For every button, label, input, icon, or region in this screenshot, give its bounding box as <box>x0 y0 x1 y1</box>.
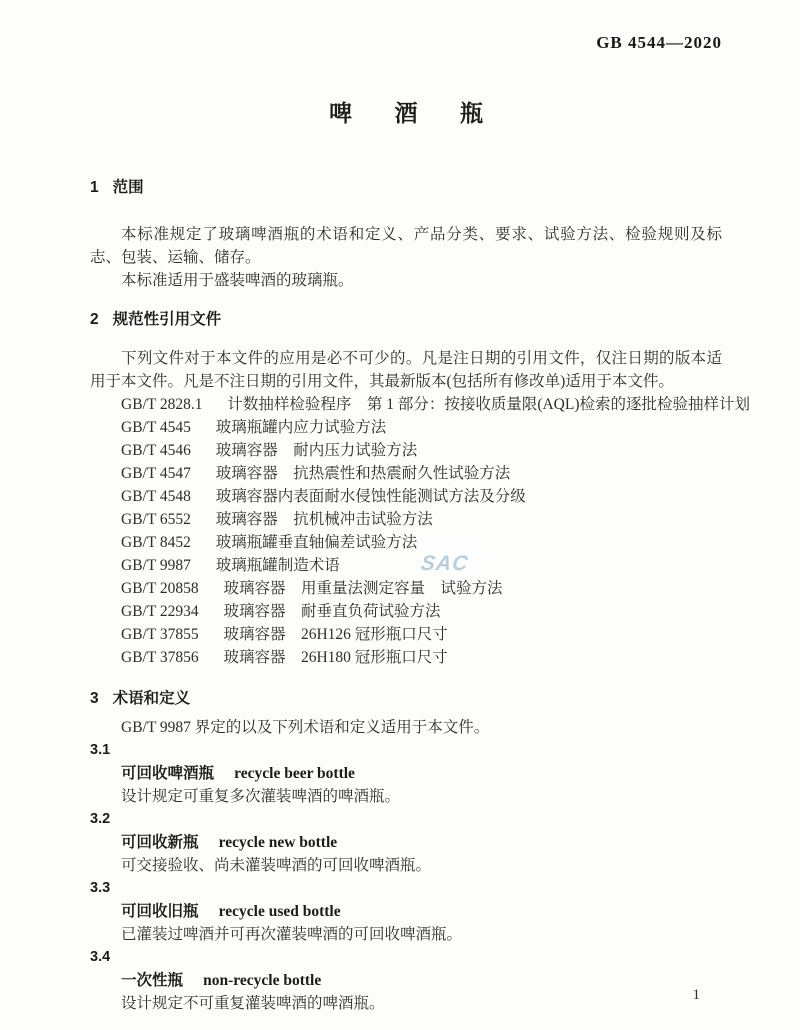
section-references-heading <box>90 308 722 331</box>
reference-code: GB/T 9987 <box>121 557 191 574</box>
reference-title: 玻璃瓶罐内应力试验方法 <box>215 419 387 436</box>
section-scope-title: 范围 <box>112 179 144 196</box>
term-name-cn: 可回收新瓶 <box>121 834 199 851</box>
reference-code: GB/T 4545 <box>121 419 191 436</box>
term-name-cn: 可回收旧瓶 <box>121 903 199 920</box>
reference-title: 玻璃容器内表面耐水侵蚀性能测试方法及分级 <box>215 488 526 505</box>
reference-title: 玻璃容器 抗机械冲击试验方法 <box>215 511 433 528</box>
reference-code: GB/T 6552 <box>121 511 191 528</box>
scope-paragraph-2: 本标准适用于盛装啤酒的玻璃瓶。 <box>121 272 354 289</box>
references-intro: 下列文件对于本文件的应用是必不可少的。凡是注日期的引用文件，仅注日期的版本适用于本文件。凡是不注日期的引用文件，其最新版本(包括所有修改单)适用于本文件。 <box>90 350 722 390</box>
term-name-en: recycle beer bottle <box>234 765 355 782</box>
term-block <box>90 877 722 946</box>
reference-title: 玻璃容器 抗热震性和热震耐久性试验方法 <box>215 465 511 482</box>
reference-title: 玻璃瓶罐垂直轴偏差试验方法 <box>215 534 418 551</box>
section-scope-heading <box>90 176 722 199</box>
reference-code: GB/T 8452 <box>121 534 191 551</box>
term-number: 3.2 <box>90 811 111 827</box>
scope-paragraph-1: 本标准规定了玻璃啤酒瓶的术语和定义、产品分类、要求、试验方法、检验规则及标志、包装、运输、储存。 <box>90 226 722 266</box>
term-name-en: non-recycle bottle <box>203 972 322 989</box>
term-name-cn: 可回收啤酒瓶 <box>121 765 215 782</box>
reference-code: GB/T 4546 <box>121 442 191 459</box>
reference-item <box>121 646 722 669</box>
reference-item <box>121 393 751 416</box>
sac-watermark: SAC <box>419 552 471 575</box>
term-definition: 设计规定可重复多次灌装啤酒的啤酒瓶。 <box>121 788 401 805</box>
reference-item <box>121 439 722 462</box>
reference-item <box>121 577 722 600</box>
term-definition: 已灌装过啤酒并可再次灌装啤酒的可回收啤酒瓶。 <box>121 926 463 943</box>
reference-code: GB/T 37856 <box>121 649 199 666</box>
section-references-number: 2 <box>90 311 99 328</box>
reference-code: GB/T 37855 <box>121 626 199 643</box>
standard-code: GB 4544—2020 <box>596 33 722 52</box>
reference-title: 玻璃瓶罐制造术语 <box>215 557 340 574</box>
terms-intro: GB/T 9987 界定的以及下列术语和定义适用于本文件。 <box>121 719 490 736</box>
term-name-en: recycle new bottle <box>218 834 338 851</box>
reference-item <box>121 508 722 531</box>
section-terms-heading <box>90 687 722 710</box>
page-number: 1 <box>692 987 700 1003</box>
reference-item <box>121 485 722 508</box>
term-definition: 设计规定不可重复灌装啤酒的啤酒瓶。 <box>121 995 385 1012</box>
term-heading <box>90 762 722 785</box>
reference-item <box>121 600 722 623</box>
section-scope-number: 1 <box>90 179 99 196</box>
reference-item <box>121 462 722 485</box>
term-definition: 可交接验收、尚未灌装啤酒的可回收啤酒瓶。 <box>121 857 432 874</box>
reference-title: 玻璃容器 26H180 冠形瓶口尺寸 <box>223 649 448 666</box>
term-number: 3.4 <box>90 949 111 965</box>
term-heading <box>90 900 722 923</box>
reference-title: 玻璃容器 用重量法测定容量 试验方法 <box>223 580 503 597</box>
term-number: 3.3 <box>90 880 111 896</box>
term-heading <box>90 831 722 854</box>
term-number: 3.1 <box>90 742 111 758</box>
reference-code: GB/T 2828.1 <box>121 396 203 413</box>
term-block <box>90 739 722 808</box>
reference-title: 玻璃容器 耐垂直负荷试验方法 <box>223 603 441 620</box>
reference-code: GB/T 4548 <box>121 488 191 505</box>
reference-code: GB/T 4547 <box>121 465 191 482</box>
reference-code: GB/T 22934 <box>121 603 199 620</box>
section-terms-number: 3 <box>90 690 99 707</box>
reference-item <box>121 416 722 439</box>
reference-list <box>90 393 751 669</box>
reference-item <box>121 554 722 577</box>
term-name-cn: 一次性瓶 <box>121 972 184 989</box>
term-heading <box>90 969 722 992</box>
document-title: 啤酒瓶 <box>328 100 526 126</box>
reference-title: 玻璃容器 耐内压力试验方法 <box>215 442 418 459</box>
section-references-title: 规范性引用文件 <box>112 311 222 328</box>
reference-title: 玻璃容器 26H126 冠形瓶口尺寸 <box>223 626 448 643</box>
reference-title: 计数抽样检验程序 第 1 部分：按接收质量限(AQL)检索的逐批检验抽样计划 <box>227 396 751 413</box>
term-block <box>90 808 722 877</box>
reference-item <box>121 623 722 646</box>
term-name-en: recycle used bottle <box>218 903 341 920</box>
term-block <box>90 946 722 1015</box>
reference-item <box>121 531 722 554</box>
section-terms-title: 术语和定义 <box>112 690 191 707</box>
reference-code: GB/T 20858 <box>121 580 199 597</box>
